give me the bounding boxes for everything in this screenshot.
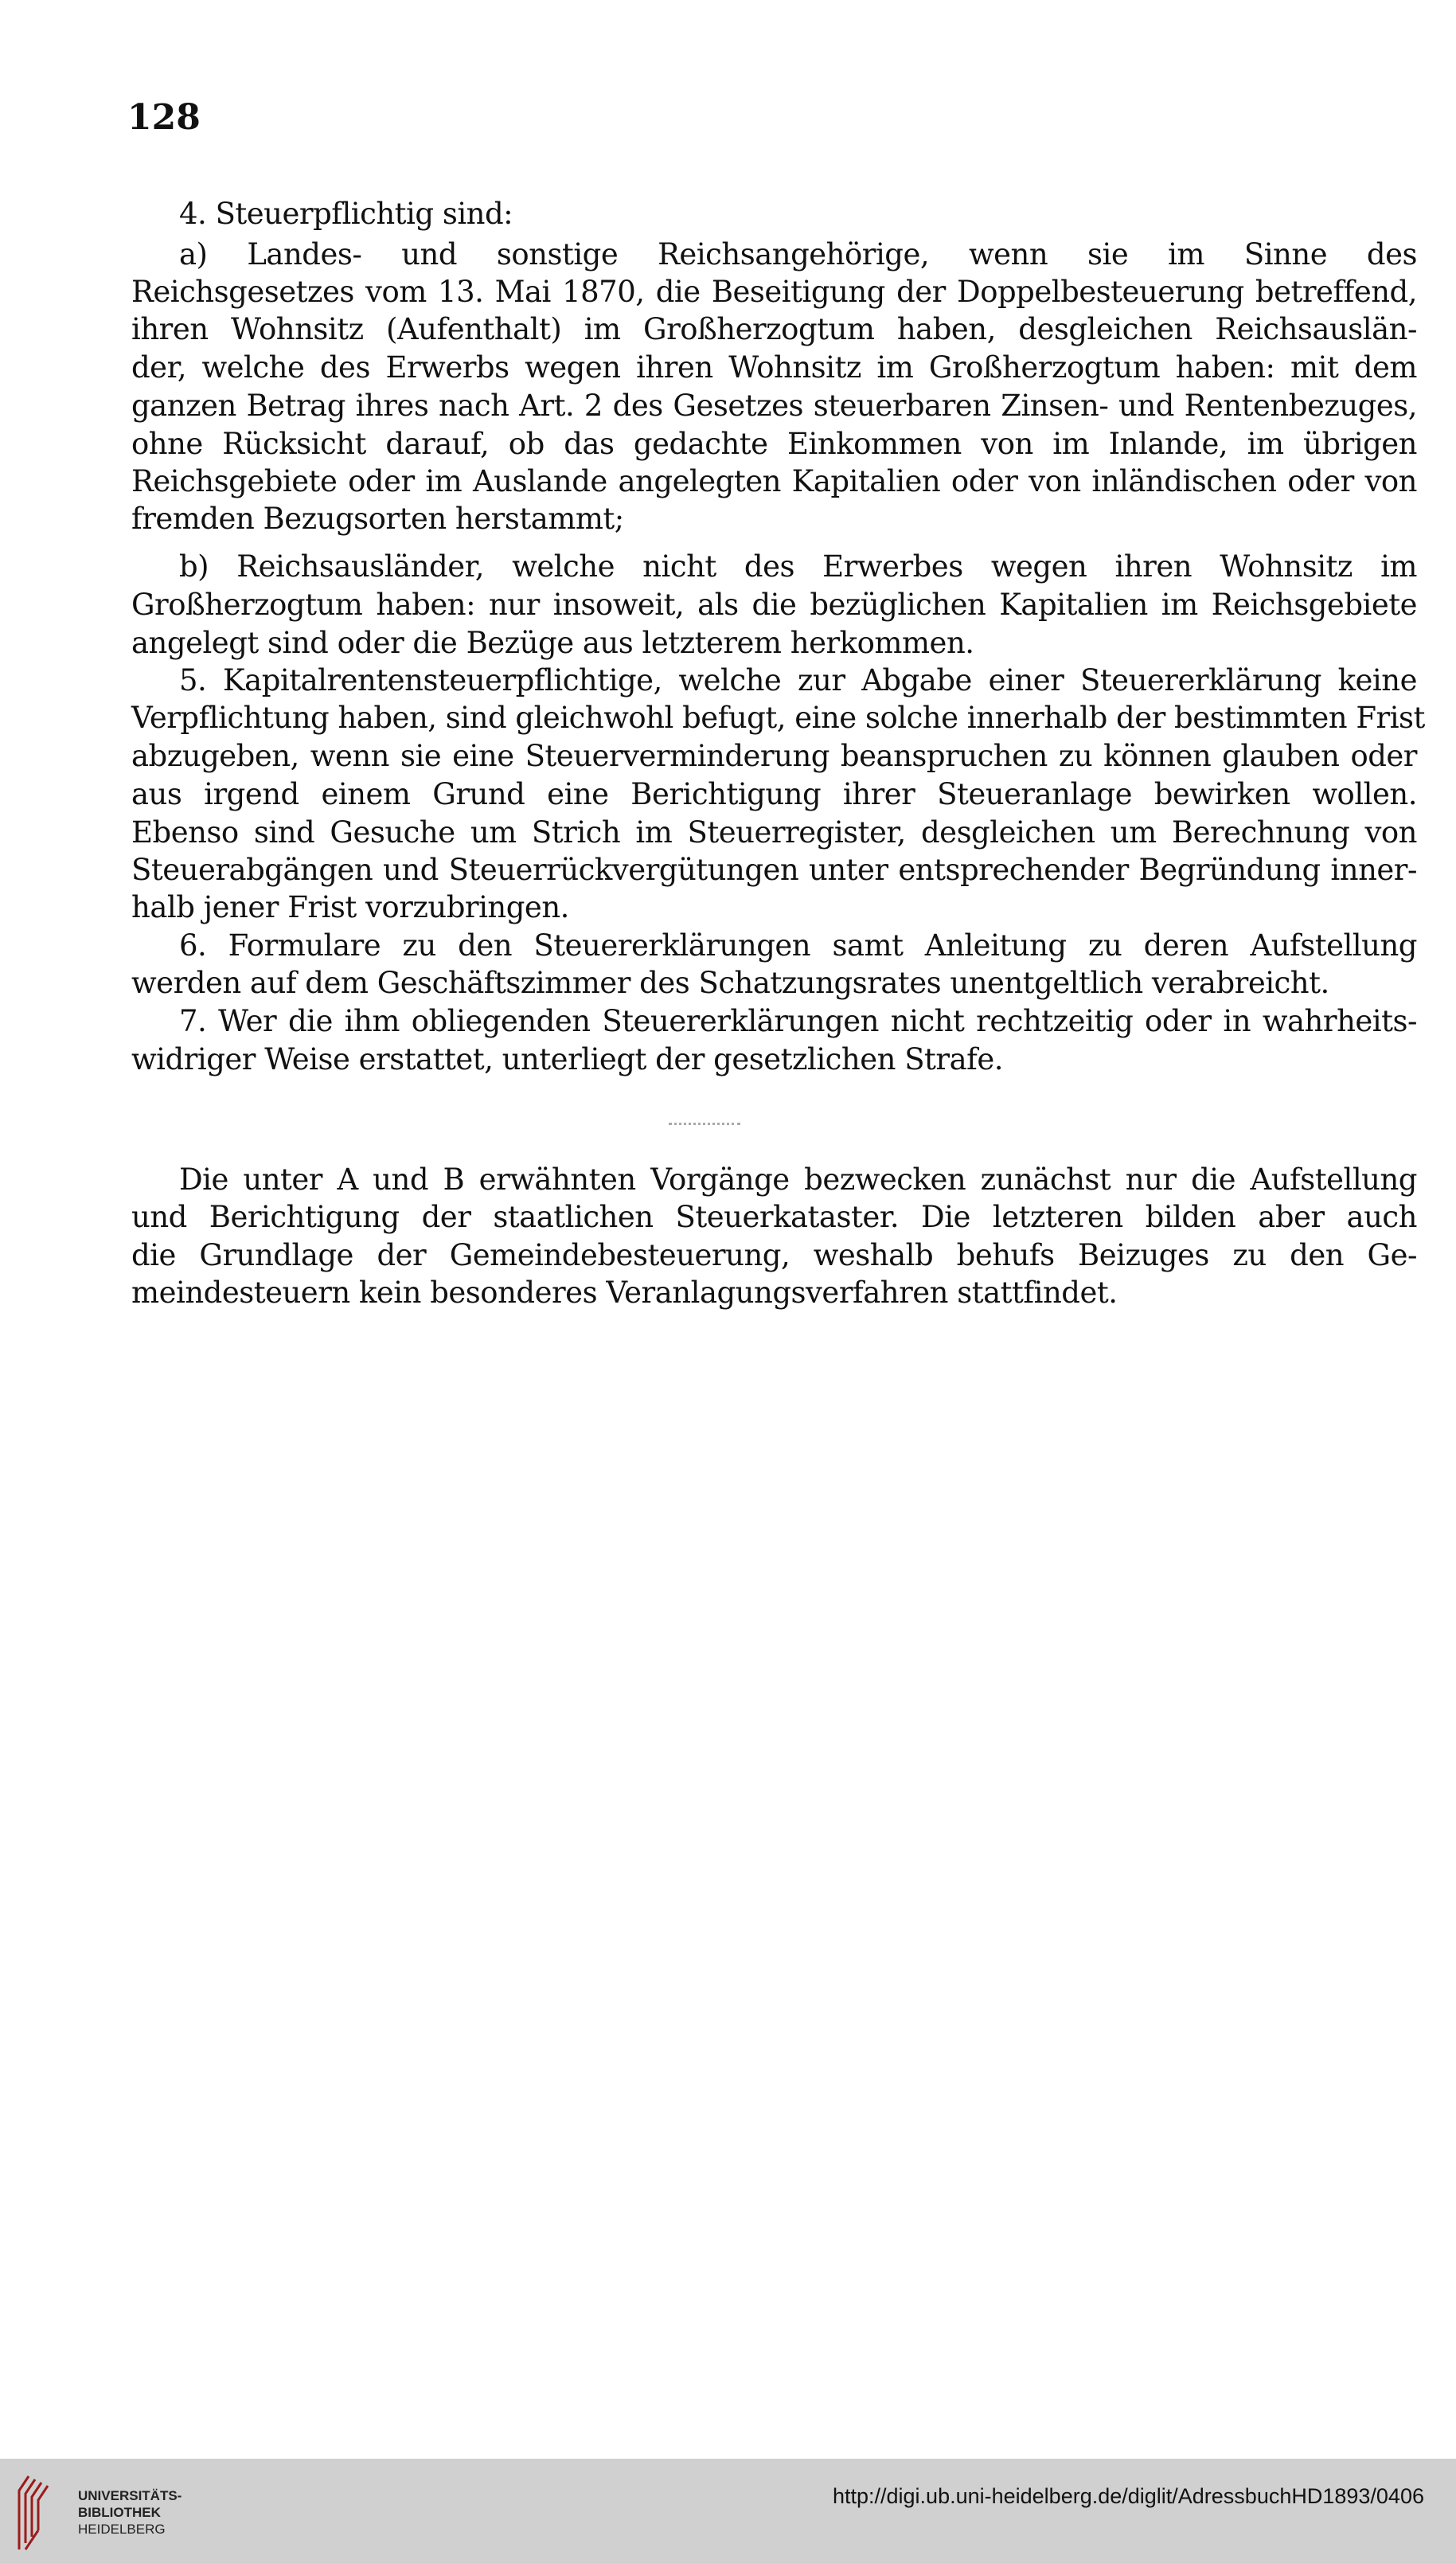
source-url[interactable]: http://digi.ub.uni-heidelberg.de/diglit/AdressbuchHD1893/0406 <box>832 2484 1424 2508</box>
text-line: Reichsgebiete oder im Auslande angelegten Kapitalien oder von inländischen oder von <box>131 464 1417 498</box>
text-line: aus irgend einem Grund eine Berichtigung ihrer Steueranlage bewirken wollen. <box>131 777 1417 811</box>
text-line: b) Reichsausländer, welche nicht des Erwerbes wegen ihren Wohnsitz im <box>179 549 1417 584</box>
text-line: meindesteuern kein besonderes Veranlagungsverfahren stattfindet. <box>131 1276 1118 1310</box>
text-line: Großherzogtum haben: nur insoweit, als die bezüglichen Kapitalien im Reichsgebiete <box>131 588 1417 622</box>
text-line: Ebenso sind Gesuche um Strich im Steuerregister, desgleichen um Berechnung von <box>131 815 1417 850</box>
text-line: fremden Bezugsorten herstammt; <box>131 502 624 536</box>
text-line: Verpflichtung haben, sind gleichwohl befugt, eine solche innerhalb der bestimmten Frist <box>131 701 1425 735</box>
text-line: 7. Wer die ihm obliegenden Steuererklärungen nicht rechtzeitig oder in wahrheits- <box>179 1004 1417 1038</box>
text-line: Reichsgesetzes vom 13. Mai 1870, die Beseitigung der Doppelbesteuerung betreffend, <box>131 275 1417 309</box>
text-line: angelegt sind oder die Bezüge aus letzterem herkommen. <box>131 626 974 660</box>
text-line: die Grundlage der Gemeindebesteuerung, weshalb behufs Beizuges zu den Ge- <box>131 1238 1417 1272</box>
text-line: abzugeben, wenn sie eine Steuerverminderung beanspruchen zu können glauben oder <box>131 739 1417 773</box>
text-line: werden auf dem Geschäftszimmer des Schatzungsrates unentgeltlich verabreicht. <box>131 966 1329 1000</box>
section-separator <box>669 1123 740 1125</box>
text-line: und Berichtigung der staatlichen Steuerkataster. Die letzteren bilden aber auch <box>131 1200 1417 1234</box>
logo-line-1: UNIVERSITÄTS- <box>78 2488 182 2503</box>
text-line: Die unter A und B erwähnten Vorgänge bezwecken zunächst nur die Aufstellung <box>179 1162 1417 1197</box>
footer-bar <box>0 2459 1456 2563</box>
text-line: a) Landes- und sonstige Reichsangehörige, wenn sie im Sinne des <box>179 237 1417 272</box>
logo-line-2: BIBLIOTHEK <box>78 2505 161 2520</box>
text-line: ihren Wohnsitz (Aufenthalt) im Großherzogtum haben, desgleichen Reichsauslän- <box>131 312 1417 346</box>
text-line: ohne Rücksicht darauf, ob das gedachte Einkommen von im Inlande, im übrigen <box>131 427 1417 461</box>
text-line: 6. Formulare zu den Steuererklärungen samt Anleitung zu deren Aufstellung <box>179 928 1417 963</box>
text-line: ganzen Betrag ihres nach Art. 2 des Gesetzes steuerbaren Zinsen- und Rentenbezuges, <box>131 389 1417 423</box>
logo-line-3: HEIDELBERG <box>78 2522 166 2537</box>
text-line: 5. Kapitalrentensteuerpflichtige, welche zur Abgabe einer Steuererklärung keine <box>179 663 1417 697</box>
text-line: Steuerabgängen und Steuerrückvergütungen unter entsprechender Begründung inner- <box>131 853 1417 887</box>
text-line: widriger Weise erstattet, unterliegt der gesetzlichen Strafe. <box>131 1042 1004 1076</box>
text-line: der, welche des Erwerbs wegen ihren Wohnsitz im Großherzogtum haben: mit dem <box>131 350 1417 385</box>
text-line: 4. Steuerpflichtig sind: <box>179 197 513 231</box>
library-name <box>78 2487 182 2538</box>
page-number: 128 <box>127 97 201 138</box>
text-line: halb jener Frist vorzubringen. <box>131 890 569 924</box>
library-logo-icon <box>14 2473 62 2553</box>
